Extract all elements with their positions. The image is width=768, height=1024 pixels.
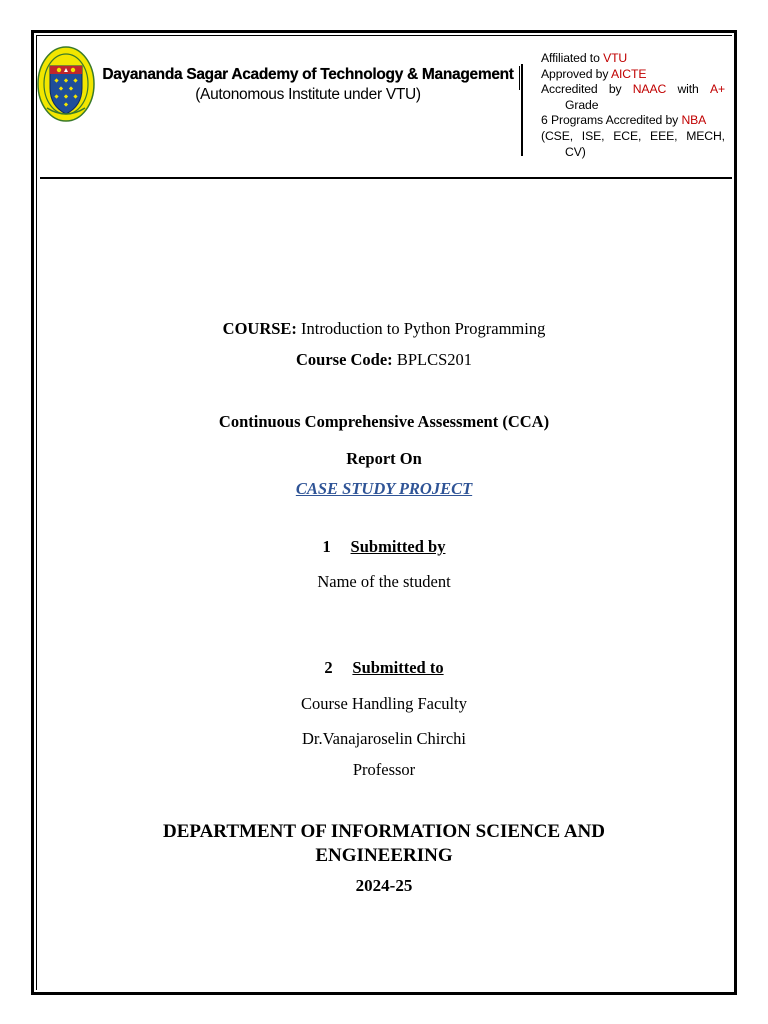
course-code-line: Course Code: BPLCS201 — [295, 350, 473, 369]
institute-subtitle: (Autonomous Institute under VTU) — [195, 86, 421, 103]
header-rule — [40, 177, 732, 179]
submitted-to-heading: 2 Submitted to — [324, 658, 444, 677]
affiliation-block — [541, 51, 725, 160]
faculty-name: Dr.Vanajaroselin Chirchi — [301, 729, 467, 748]
assessment-title: Continuous Comprehensive Assessment (CCA) — [218, 412, 550, 431]
accredited-line: Accredited by NAAC with A+ — [541, 82, 725, 97]
faculty-designation: Professor — [352, 760, 416, 779]
header-divider-thin — [519, 66, 520, 90]
department-name-line2: ENGINEERING — [315, 845, 453, 866]
grade-word: Grade — [565, 97, 599, 112]
institute-name: Dayananda Sagar Academy of Technology & Management — [102, 66, 514, 83]
grade-text: A+ — [709, 82, 725, 97]
nba-programs-line: (CSE, ISE, ECE, EEE, MECH, — [541, 128, 725, 143]
academic-year: 2024-25 — [355, 876, 413, 895]
nba-text: NBA — [681, 113, 707, 128]
vtu-text: VTU — [603, 51, 628, 65]
naac-text: NAAC — [632, 82, 667, 97]
nba-programs-line2: CV) — [565, 144, 586, 159]
project-title-link[interactable]: CASE STUDY PROJECT — [295, 479, 473, 498]
submitted-by-heading: 1 Submitted by — [322, 537, 446, 556]
college-crest-icon — [37, 46, 95, 124]
nba-line: 6 Programs Accredited by NBA — [541, 113, 707, 128]
project-title-line — [36, 479, 732, 499]
student-name: Name of the student — [317, 572, 451, 591]
header-divider-thick — [521, 64, 523, 156]
aicte-text: AICTE — [610, 66, 647, 81]
department-name-line1: DEPARTMENT OF INFORMATION SCIENCE AND — [163, 821, 605, 842]
faculty-role: Course Handling Faculty — [301, 694, 467, 713]
course-line: COURSE: Introduction to Python Programming — [222, 319, 546, 338]
affiliated-line: Affiliated to VTU — [541, 51, 628, 65]
approved-line: Approved by AICTE — [541, 66, 647, 81]
report-on-label: Report On — [346, 449, 422, 468]
